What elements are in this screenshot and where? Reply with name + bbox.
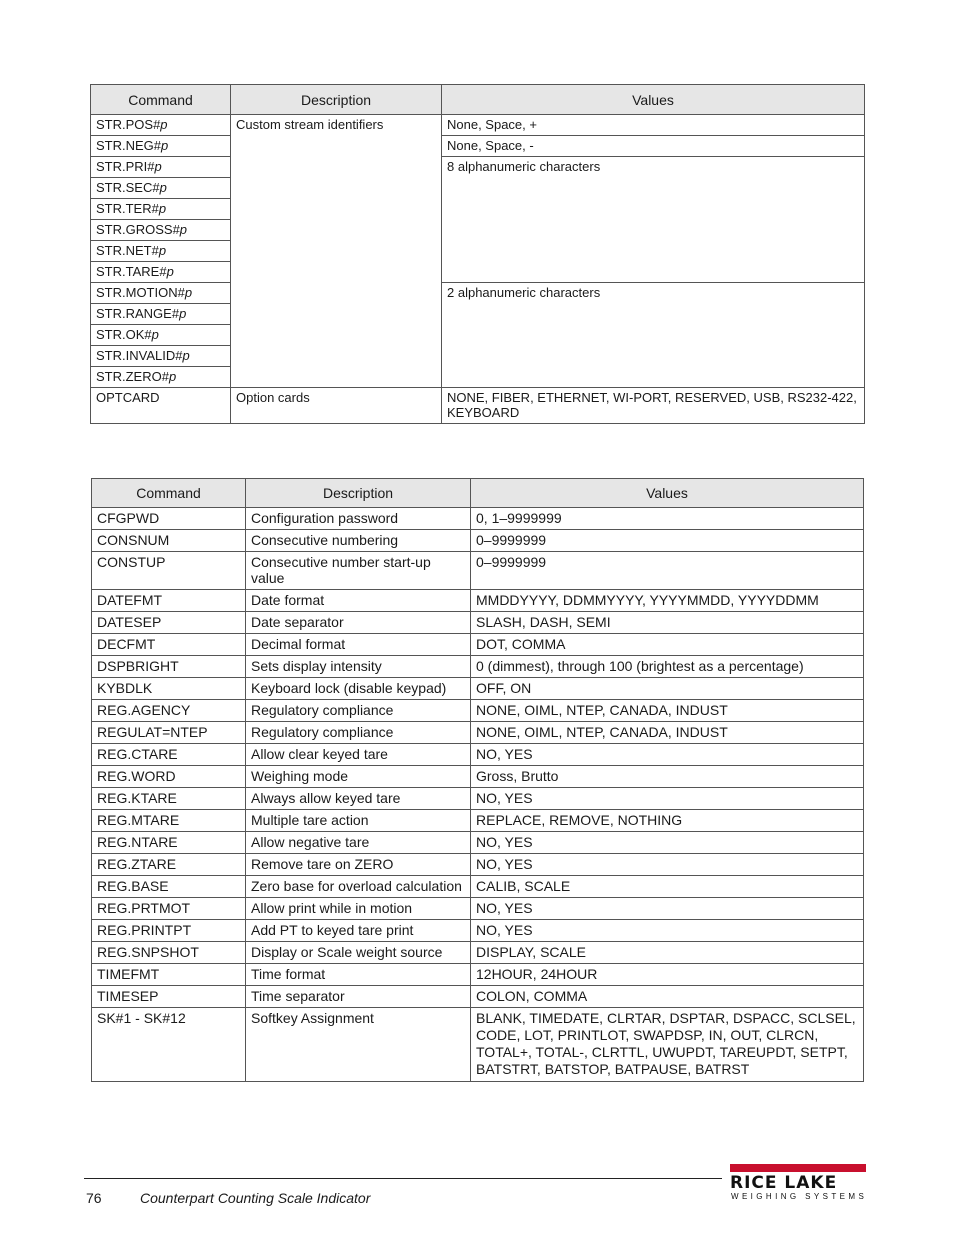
- values-cell: NO, YES: [471, 920, 864, 942]
- values-cell: 0–9999999: [471, 552, 864, 590]
- description-cell: Remove tare on ZERO: [246, 854, 471, 876]
- document-title: Counterpart Counting Scale Indicator: [140, 1190, 371, 1206]
- description-cell: Custom stream identifiers: [231, 115, 442, 388]
- table-row: [92, 810, 864, 832]
- values-cell: NO, YES: [471, 854, 864, 876]
- values-cell: None, Space, -: [442, 136, 865, 157]
- table-row: [91, 283, 865, 304]
- command-cell: STR.ZERO#p: [91, 367, 231, 388]
- command-cell: STR.GROSS#p: [91, 220, 231, 241]
- values-cell: OFF, ON: [471, 678, 864, 700]
- table-row: [92, 530, 864, 552]
- description-cell: Allow clear keyed tare: [246, 744, 471, 766]
- table-row: [91, 157, 865, 178]
- table-row: [92, 766, 864, 788]
- description-cell: Regulatory compliance: [246, 700, 471, 722]
- values-cell: CALIB, SCALE: [471, 876, 864, 898]
- rice-lake-logo: [730, 1164, 868, 1202]
- command-cell: REG.BASE: [92, 876, 246, 898]
- description-cell: Zero base for overload calculation: [246, 876, 471, 898]
- table-row: [92, 898, 864, 920]
- command-cell: STR.NEG#p: [91, 136, 231, 157]
- values-cell: BLANK, TIMEDATE, CLRTAR, DSPTAR, DSPACC, SCLSEL, CODE, LOT, PRINTLOT, SWAPDSP, IN, OUT, CLRCN, TOTAL+, TOTAL-, CLRTTL, UWUPDT, TAREUPDT, SETPT, BATSTRT, BATSTOP, BATPAUSE, BATRST: [471, 1008, 864, 1082]
- command-cell: STR.OK#p: [91, 325, 231, 346]
- values-cell: NO, YES: [471, 832, 864, 854]
- command-cell: REG.MTARE: [92, 810, 246, 832]
- table-row: [92, 986, 864, 1008]
- command-cell: KYBDLK: [92, 678, 246, 700]
- command-cell: STR.RANGE#p: [91, 304, 231, 325]
- command-cell: STR.TARE#p: [91, 262, 231, 283]
- command-cell: REG.KTARE: [92, 788, 246, 810]
- column-header-command: Command: [92, 479, 246, 508]
- table-row: [91, 388, 865, 424]
- description-cell: Consecutive numbering: [246, 530, 471, 552]
- table-body: [92, 508, 864, 1082]
- values-cell: 8 alphanumeric characters: [442, 157, 865, 283]
- description-cell: Time format: [246, 964, 471, 986]
- description-cell: Keyboard lock (disable keypad): [246, 678, 471, 700]
- command-cell: TIMEFMT: [92, 964, 246, 986]
- table-row: [92, 920, 864, 942]
- description-cell: Consecutive number start-up value: [246, 552, 471, 590]
- table-row: [92, 1008, 864, 1082]
- table-row: [92, 876, 864, 898]
- command-cell: CONSNUM: [92, 530, 246, 552]
- table-row: [92, 744, 864, 766]
- table-row: [92, 942, 864, 964]
- table-row: [92, 508, 864, 530]
- command-cell: REGULAT=NTEP: [92, 722, 246, 744]
- command-cell: STR.POS#p: [91, 115, 231, 136]
- table-row: [92, 656, 864, 678]
- values-cell: MMDDYYYY, DDMMYYYY, YYYYMMDD, YYYYDDMM: [471, 590, 864, 612]
- description-cell: Multiple tare action: [246, 810, 471, 832]
- table-row: [91, 136, 865, 157]
- table-row: [92, 634, 864, 656]
- values-cell: SLASH, DASH, SEMI: [471, 612, 864, 634]
- command-cell: REG.ZTARE: [92, 854, 246, 876]
- command-cell: TIMESEP: [92, 986, 246, 1008]
- values-cell: NONE, FIBER, ETHERNET, WI-PORT, RESERVED, USB, RS232-422, KEYBOARD: [442, 388, 865, 424]
- description-cell: Regulatory compliance: [246, 722, 471, 744]
- values-cell: NO, YES: [471, 744, 864, 766]
- description-cell: Time separator: [246, 986, 471, 1008]
- table-row: [92, 832, 864, 854]
- description-cell: Sets display intensity: [246, 656, 471, 678]
- command-cell: REG.SNPSHOT: [92, 942, 246, 964]
- command-cell: REG.NTARE: [92, 832, 246, 854]
- table-row: [91, 115, 865, 136]
- description-cell: Configuration password: [246, 508, 471, 530]
- logo-tagline: WEIGHING SYSTEMS: [731, 1192, 868, 1201]
- table-row: [92, 854, 864, 876]
- command-cell: REG.CTARE: [92, 744, 246, 766]
- command-cell: REG.AGENCY: [92, 700, 246, 722]
- description-cell: Date separator: [246, 612, 471, 634]
- values-cell: DISPLAY, SCALE: [471, 942, 864, 964]
- values-cell: NONE, OIML, NTEP, CANADA, INDUST: [471, 722, 864, 744]
- table-header-row: [92, 479, 864, 508]
- command-cell: REG.WORD: [92, 766, 246, 788]
- command-cell: DSPBRIGHT: [92, 656, 246, 678]
- values-cell: 0 (dimmest), through 100 (brightest as a percentage): [471, 656, 864, 678]
- stream-identifiers-table: [90, 84, 865, 424]
- column-header-values: Values: [442, 85, 865, 115]
- table-row: [92, 590, 864, 612]
- table-header-row: [91, 85, 865, 115]
- values-cell: COLON, COMMA: [471, 986, 864, 1008]
- logo-brand-text: RICE LAKE: [730, 1173, 838, 1193]
- table-row: [92, 552, 864, 590]
- command-cell: STR.TER#p: [91, 199, 231, 220]
- table-row: [92, 612, 864, 634]
- values-cell: None, Space, +: [442, 115, 865, 136]
- command-cell: DECFMT: [92, 634, 246, 656]
- command-cell: REG.PRINTPT: [92, 920, 246, 942]
- logo-red-bar: [730, 1164, 866, 1172]
- values-cell: 0, 1–9999999: [471, 508, 864, 530]
- command-cell: REG.PRTMOT: [92, 898, 246, 920]
- table-row: [92, 700, 864, 722]
- page-number: 76: [86, 1190, 102, 1206]
- values-cell: 2 alphanumeric characters: [442, 283, 865, 388]
- values-cell: 0–9999999: [471, 530, 864, 552]
- table-row: [92, 964, 864, 986]
- description-cell: Weighing mode: [246, 766, 471, 788]
- table-row: [92, 788, 864, 810]
- description-cell: Allow negative tare: [246, 832, 471, 854]
- column-header-command: Command: [91, 85, 231, 115]
- values-cell: DOT, COMMA: [471, 634, 864, 656]
- values-cell: NO, YES: [471, 788, 864, 810]
- command-cell: STR.NET#p: [91, 241, 231, 262]
- column-header-description: Description: [246, 479, 471, 508]
- command-cell: OPTCARD: [91, 388, 231, 424]
- values-cell: NO, YES: [471, 898, 864, 920]
- description-cell: Display or Scale weight source: [246, 942, 471, 964]
- values-cell: REPLACE, REMOVE, NOTHING: [471, 810, 864, 832]
- table-row: [92, 722, 864, 744]
- command-cell: SK#1 - SK#12: [92, 1008, 246, 1082]
- configuration-commands-table: [91, 478, 864, 1082]
- command-cell: STR.MOTION#p: [91, 283, 231, 304]
- command-cell: DATESEP: [92, 612, 246, 634]
- footer-rule: [84, 1178, 722, 1179]
- description-cell: Softkey Assignment: [246, 1008, 471, 1082]
- values-cell: 12HOUR, 24HOUR: [471, 964, 864, 986]
- command-cell: STR.SEC#p: [91, 178, 231, 199]
- command-cell: CONSTUP: [92, 552, 246, 590]
- description-cell: Option cards: [231, 388, 442, 424]
- description-cell: Add PT to keyed tare print: [246, 920, 471, 942]
- description-cell: Always allow keyed tare: [246, 788, 471, 810]
- values-cell: NONE, OIML, NTEP, CANADA, INDUST: [471, 700, 864, 722]
- command-cell: CFGPWD: [92, 508, 246, 530]
- table-row: [92, 678, 864, 700]
- column-header-values: Values: [471, 479, 864, 508]
- command-cell: DATEFMT: [92, 590, 246, 612]
- command-cell: STR.PRI#p: [91, 157, 231, 178]
- description-cell: Date format: [246, 590, 471, 612]
- description-cell: Decimal format: [246, 634, 471, 656]
- command-cell: STR.INVALID#p: [91, 346, 231, 367]
- values-cell: Gross, Brutto: [471, 766, 864, 788]
- description-cell: Allow print while in motion: [246, 898, 471, 920]
- column-header-description: Description: [231, 85, 442, 115]
